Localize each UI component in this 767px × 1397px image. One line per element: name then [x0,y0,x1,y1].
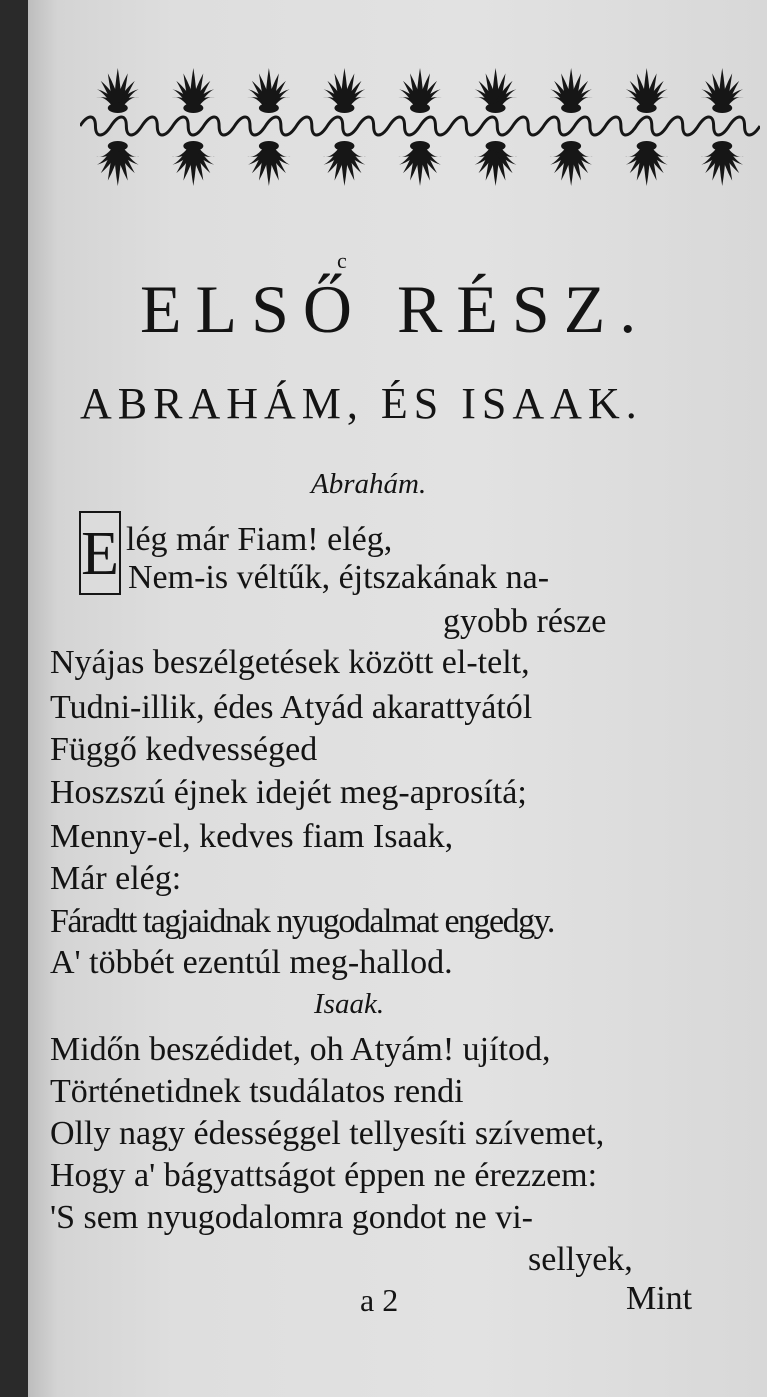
text-line: Menny-el, kedves fiam Isaak, [50,818,454,855]
text-line: Történetidnek tsudálatos rendi [50,1073,464,1110]
text-line: Nyájas beszélgetések között el-telt, [50,644,530,681]
text-line: lég már Fiam! elég, [126,521,393,558]
text-line: Nem-is véltűk, éjtszakának na- [128,559,550,596]
text-line: Már elég: [50,860,182,897]
text-line: gyobb része [443,603,607,640]
heading-mark: c [337,248,347,273]
catchword: Mint [626,1280,693,1317]
text-line: 'S sem nyugodalomra gondot ne vi- [50,1199,534,1236]
text-line: Függő kedvességed [50,731,318,768]
text-line: Tudni-illik, édes Atyád akarattyától [50,689,533,726]
wave-border-icon [80,114,760,138]
text-line: Hogy a' bágyattságot éppen ne érezzem: [50,1157,598,1194]
text-line: A' többét ezentúl meg-hallod. [50,944,453,981]
dropcap-icon [78,510,122,596]
speaker-isaak: Isaak. [314,988,385,1020]
text-line: Hoszszú éjnek idejét meg-aprosítá; [50,774,527,811]
part-title: ELSŐ RÉSZ. [140,271,651,347]
speaker-abraham: Abrahám. [311,468,427,500]
palmette-row-icon [80,56,760,116]
text-line: Olly nagy édességgel tellyesíti szívemet, [50,1115,605,1152]
text-line: sellyek, [528,1241,633,1278]
text-line: Fáradtt tagjaidnak nyugodalmat engedgy. [50,903,554,940]
palmette-row-inverted-icon [80,140,760,200]
dropcap-letter: E [81,520,119,588]
signature-mark: a 2 [360,1282,399,1318]
subtitle: ABRAHÁM, ÉS ISAAK. [80,379,643,428]
text-line: Midőn beszédidet, oh Atyám! ujítod, [50,1031,551,1068]
book-page [28,0,767,1397]
